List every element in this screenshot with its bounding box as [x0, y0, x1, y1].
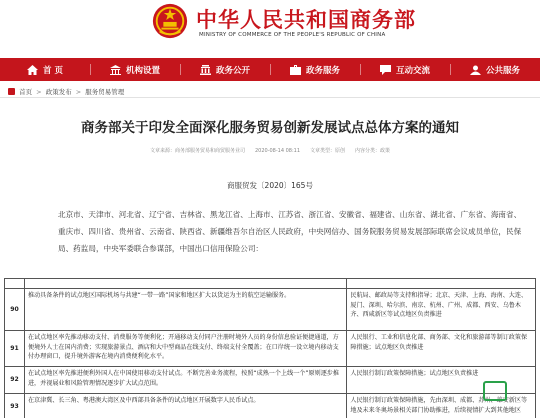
measure-description: 在京津冀、长三角、粤港澳大湾区及中西部具备条件的试点地区开展数字人民币试点。 [25, 394, 347, 418]
measure-description: 在试点地区率先推进便利外国人在中国使用移动支付试点。不断完善业务流程，按照“成熟一个上线一个”原则逐步推进，并视展业和风险管理情况逐步扩大试点范围。 [25, 367, 347, 393]
building-icon [110, 65, 121, 75]
article-meta: 文章来源：商务部服务贸易和商贸服务业司 2020-08-14 08:11 文章类型：原创 内容分类：政策 [149, 148, 391, 154]
measure-description [25, 279, 347, 288]
nav-item-government-services[interactable] [270, 58, 360, 81]
nav-item-home[interactable] [0, 58, 90, 81]
addressees [58, 206, 522, 257]
pilot-measures-table [4, 278, 536, 418]
table-row [5, 367, 536, 394]
row-number [5, 279, 25, 288]
nav-item-interaction[interactable] [360, 58, 450, 81]
chat-icon [380, 65, 391, 75]
nav-item-label: 互动交流 [395, 65, 430, 76]
breadcrumb-separator: > [36, 88, 42, 96]
table-row [5, 279, 536, 289]
nav-item-government-affairs[interactable] [180, 58, 270, 81]
responsible-departments [347, 279, 536, 288]
breadcrumb-item-service-trade[interactable]: 服务贸易管理 [85, 88, 125, 96]
row-number: 91 [5, 331, 25, 366]
national-emblem-icon [151, 2, 189, 40]
nav-item-organization[interactable] [90, 58, 180, 81]
home-icon [27, 65, 38, 75]
site-header [0, 0, 540, 55]
breadcrumb [8, 87, 124, 96]
row-number: 92 [5, 367, 25, 393]
responsible-departments: 民航局、邮政局等支持和指导；北京、天津、上海、海南、大连、厦门、深圳、哈尔滨、南京、杭州、广州、成都、西安、乌鲁木齐、西咸新区等试点地区负责推进 [347, 289, 536, 330]
measure-description: 在试点地区率先推动移动支付、消费服务等便利化；开通移动支付同户注册时境外人员的身份信息验证便捷通道，方便境外人士在国内消费；实现旅游景点、酒店和大中型商品在线支付、终端支付全覆盖；在口岸统一设立境内移动支付办理窗口，提升境外游客在境内消费便利化水平。 [25, 331, 347, 366]
nav-item-label: 首 页 [43, 65, 63, 76]
row-number: 90 [5, 289, 25, 330]
responsible-departments: 人民银行、工业和信息化部、商务部、文化和旅游部等制订政策保障措施；试点地区负责推进 [347, 331, 536, 366]
breadcrumb-item-policy[interactable]: 政策发布 [45, 88, 72, 96]
service-icon [470, 65, 481, 75]
table-row [5, 394, 536, 418]
site-title[interactable]: 中华人民共和国商务部 [196, 7, 416, 32]
responsible-departments: 人民银行制订政策保障措施，先由深圳、成都、苏州、雄安新区等地及未来冬奥场景相关部门协助推进，后续视情扩大到其他地区 [347, 394, 536, 418]
breadcrumb-item-home[interactable]: 首页 [19, 88, 33, 96]
highlight-box [483, 381, 507, 401]
nav-item-label: 公共服务 [485, 65, 520, 76]
addressee-line: 局、药监局，中央军委联合参谋部，中国出口信用保险公司： [58, 244, 264, 253]
site-subtitle: MINISTRY OF COMMERCE OF THE PEOPLE'S REPUBLIC OF CHINA [199, 32, 386, 38]
document-number: 商服贸发〔2020〕165号 [227, 181, 313, 190]
main-nav [0, 58, 540, 81]
divider [0, 97, 540, 98]
nav-item-label: 政务服务 [305, 65, 340, 76]
breadcrumb-separator: > [75, 88, 82, 96]
addressee-line: 重庆市、四川省、贵州省、云南省、陕西省、新疆维吾尔自治区人民政府，中央网信办、国务院服务贸易发展部际联席会议成员单位，民保 [58, 227, 522, 236]
responsible-departments: 人民银行制订政策保障措施；试点地区负责推进 [347, 367, 536, 393]
briefcase-icon [290, 65, 301, 75]
nav-item-label: 政务公开 [215, 65, 250, 76]
table-row [5, 289, 536, 331]
nav-item-public-services[interactable] [450, 58, 540, 81]
table-row [5, 331, 536, 367]
article-title: 商务部关于印发全面深化服务贸易创新发展试点总体方案的通知 [81, 120, 459, 136]
breadcrumb-home-icon[interactable] [8, 88, 15, 95]
government-building-icon [200, 65, 211, 75]
row-number: 93 [5, 394, 25, 418]
nav-item-label: 机构设置 [125, 65, 160, 76]
addressee-line: 北京市、天津市、河北省、辽宁省、吉林省、黑龙江省、上海市、江苏省、浙江省、安徽省、福建省、山东省、湖北省、广东省、海南省、 [58, 210, 522, 219]
measure-description: 推动具备条件的试点地区国际机场与共建“一带一路”国家和地区扩大以货运为主的航空运输服务。 [25, 289, 347, 330]
